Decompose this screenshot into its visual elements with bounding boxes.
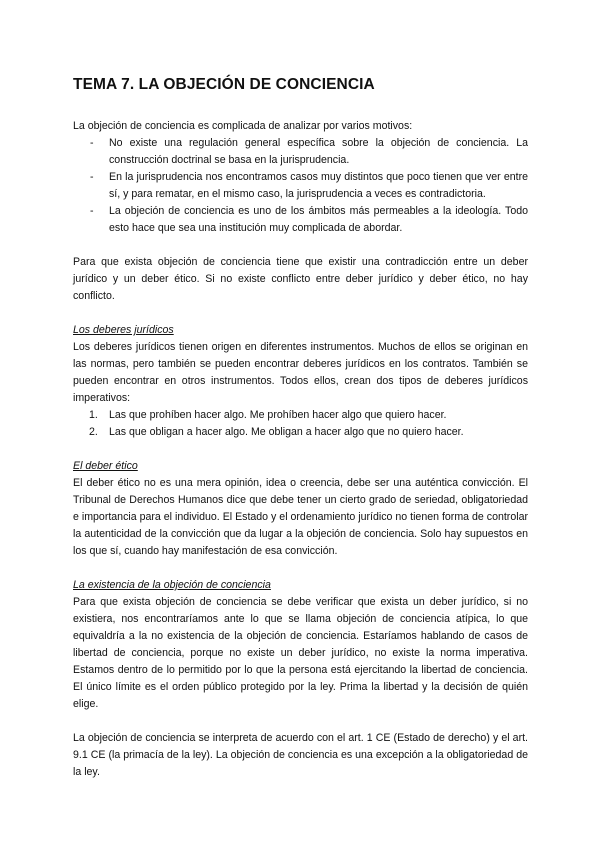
reason-item: - No existe una regulación general específica sobre la objeción de conciencia. La construcción doctrinal se basa en la jurisprudencia. [73, 135, 528, 169]
interpretacion-paragraph: La objeción de conciencia se interpreta de acuerdo con el art. 1 CE (Estado de derecho) y el art. 9.1 CE (la primacía de la ley). La objeción de conciencia es una excepción a la obligatoriedad de la ley. [73, 732, 528, 778]
document-title: TEMA 7. LA OBJECIÓN DE CONCIENCIA [73, 76, 375, 93]
existencia-paragraph: Para que exista objeción de conciencia se debe verificar que exista un deber jurídico, si no existiera, nos encontraríamos ante lo que se llama objeción de conciencia atípica, lo que equivaldría a la no existencia de la objeción de conciencia. Estaríamos hablando de casos de libertad de conciencia, porque no existe un deber jurídico, no existe la norma imperativa. Estamos dentro de lo permitido por lo que la persona está ejercitando la libertad de conciencia. El único límite es el orden público protegido por la ley. Prima la libertad y la decisión de quién elige. [73, 596, 528, 710]
section-heading-deber-etico: El deber ético [73, 460, 138, 472]
item-text: Las que obligan a hacer algo. Me obligan a hacer algo que no quiero hacer. [109, 426, 464, 438]
item-number: 2. [89, 426, 98, 438]
reasons-list [73, 135, 528, 237]
deber-item [73, 407, 528, 424]
section-heading-deberes-juridicos: Los deberes jurídicos [73, 324, 174, 336]
item-number: 1. [89, 409, 98, 421]
reason-item: - En la jurisprudencia nos encontramos casos muy distintos que poco tienen que ver entre sí, y para rematar, en el mismo caso, la jurisprudencia a veces es contradictoria. [73, 169, 528, 203]
deber-item [73, 424, 528, 441]
deberes-list [73, 407, 528, 441]
reason-item: - La objeción de conciencia es uno de los ámbitos más permeables a la ideología. Todo esto hace que sea una institución muy complicada de abordar. [73, 203, 528, 237]
deberes-juridicos-paragraph: Los deberes jurídicos tienen origen en diferentes instrumentos. Muchos de ellos se originan en las normas, pero también se pueden encontrar deberes jurídicos en los contratos. También se pueden encontrar en otros instrumentos. Todos ellos, crean dos tipos de deberes jurídicos imperativos: [73, 341, 528, 404]
section-heading-existencia: La existencia de la objeción de conciencia [73, 579, 271, 591]
intro-paragraph: La objeción de conciencia es complicada de analizar por varios motivos: [73, 120, 413, 132]
contradiction-paragraph: Para que exista objeción de conciencia tiene que existir una contradicción entre un deber jurídico y un deber ético. Si no existe conflicto entre deber jurídico y deber ético, no hay conflicto. [73, 256, 528, 302]
item-text: Las que prohíben hacer algo. Me prohíben hacer algo que quiero hacer. [109, 409, 447, 421]
deber-etico-paragraph: El deber ético no es una mera opinión, idea o creencia, debe ser una auténtica convicción. El Tribunal de Derechos Humanos dice que debe tener un cierto grado de seriedad, obligatoriedad e importancia para el individuo. El Estado y el ordenamiento jurídico no tienen forma de controlar la autenticidad de la convicción que da lugar a la objeción de conciencia. Solo hay supuestos en los que sí, cuando hay manifestación de esa convicción. [73, 477, 528, 557]
